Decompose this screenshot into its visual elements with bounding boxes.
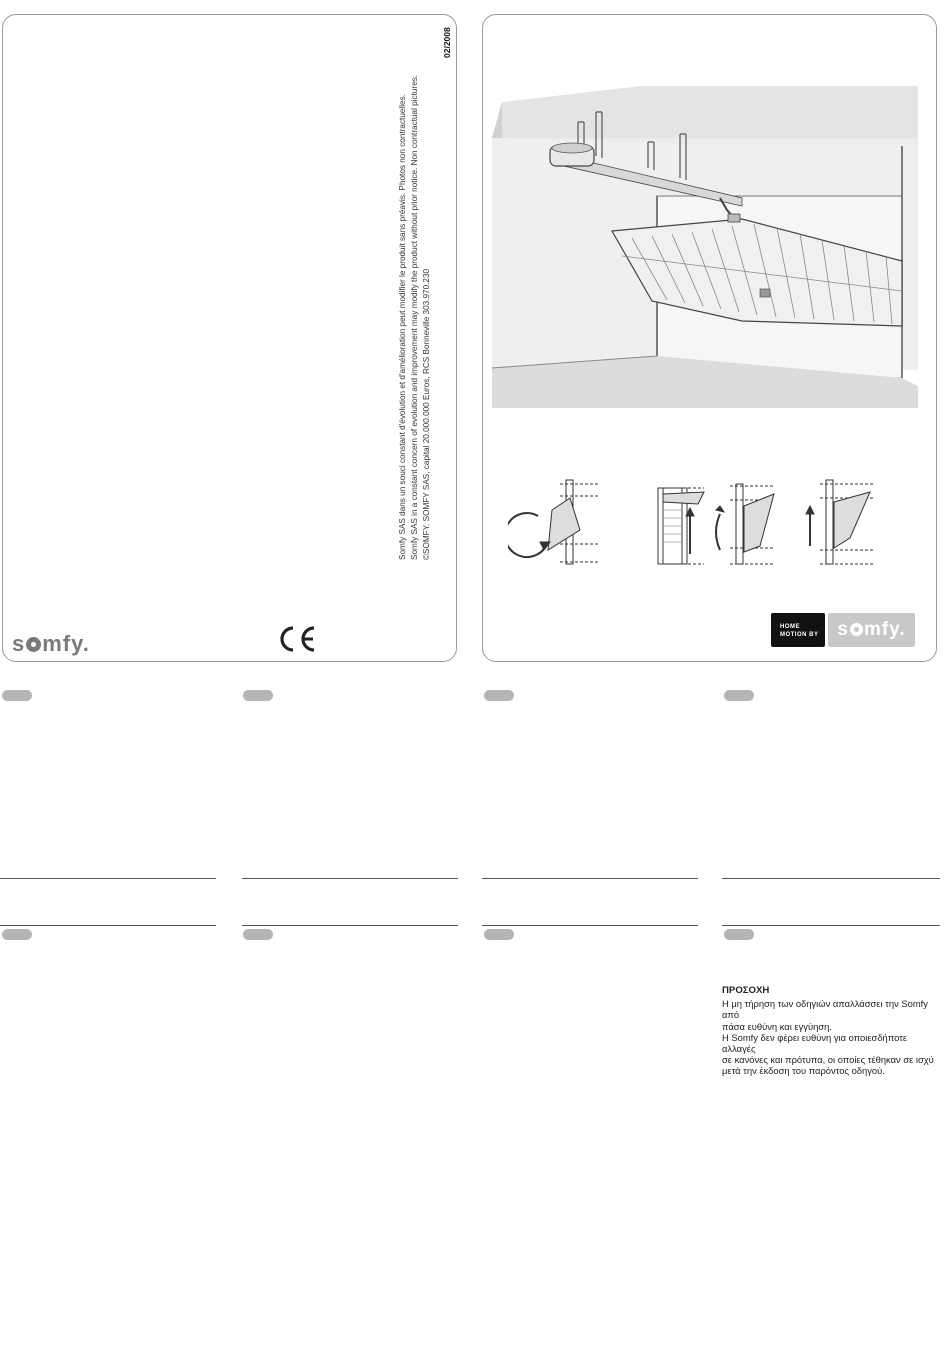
section-divider xyxy=(242,925,458,926)
legal-notice-en: Somfy SAS in a constant concern of evolution and improvement may modify the product without prior notice. Non contractual pictures. xyxy=(410,74,419,560)
warning-line: σε κανόνες και πρότυπα, οι οποίες τέθηκαν σε ισχύ xyxy=(722,1054,934,1066)
section-divider xyxy=(0,925,216,926)
language-tab xyxy=(243,929,273,940)
section-divider xyxy=(482,925,698,926)
warning-notice-el xyxy=(722,985,942,1077)
logo-letter-s: s xyxy=(12,631,26,656)
section-divider xyxy=(722,878,940,879)
logo-letters-mfy: mfy. xyxy=(42,631,90,656)
warning-line: Η Somfy δεν φέρει ευθύνη για οποιεσδήποτε αλλαγές xyxy=(722,1031,908,1055)
ce-mark-icon xyxy=(276,625,318,653)
home-motion-badge xyxy=(771,613,825,647)
legal-notice-fr: Somfy SAS dans un souci constant d'évolution et d'amélioration peut modifier le produit sans préavis. Photos non contractuelles. xyxy=(398,94,407,560)
section-divider xyxy=(482,878,698,879)
language-tab xyxy=(724,690,754,701)
somfy-logo-badge xyxy=(828,613,915,647)
logo-letters-mfy: mfy. xyxy=(863,619,906,640)
door-type-diagram-icon xyxy=(508,476,898,576)
logo-letter-s: s xyxy=(837,619,849,640)
section-divider xyxy=(722,925,940,926)
warning-title: ΠΡΟΣΟΧΗ xyxy=(722,985,770,996)
language-tab xyxy=(484,929,514,940)
somfy-logo xyxy=(12,631,90,657)
warning-line: μετά την έκδοση του παρόντος οδηγού. xyxy=(722,1065,885,1077)
language-tab xyxy=(243,690,273,701)
logo-o-icon xyxy=(850,623,863,636)
badge-line-1: HOME xyxy=(780,624,800,630)
language-tab xyxy=(2,690,32,701)
logo-o-icon xyxy=(26,637,41,652)
section-divider xyxy=(242,878,458,879)
language-tab xyxy=(724,929,754,940)
back-cover-panel xyxy=(2,14,457,662)
legal-company-info: ©SOMFY. SOMFY SAS, capital 20.000.000 Euros, RCS Bonneville 303.970.230 xyxy=(422,268,431,560)
date-code: 02/2008 xyxy=(442,27,452,58)
warning-line: πάσα ευθύνη και εγγύηση. xyxy=(722,1020,832,1032)
language-tab xyxy=(2,929,32,940)
warning-line: Η μη τήρηση των οδηγιών απαλλάσσει την Somfy από xyxy=(722,998,928,1021)
language-tab xyxy=(484,690,514,701)
section-divider xyxy=(0,878,216,879)
badge-line-2: MOTION BY xyxy=(780,632,819,638)
garage-door-opener-illustration xyxy=(492,86,918,408)
